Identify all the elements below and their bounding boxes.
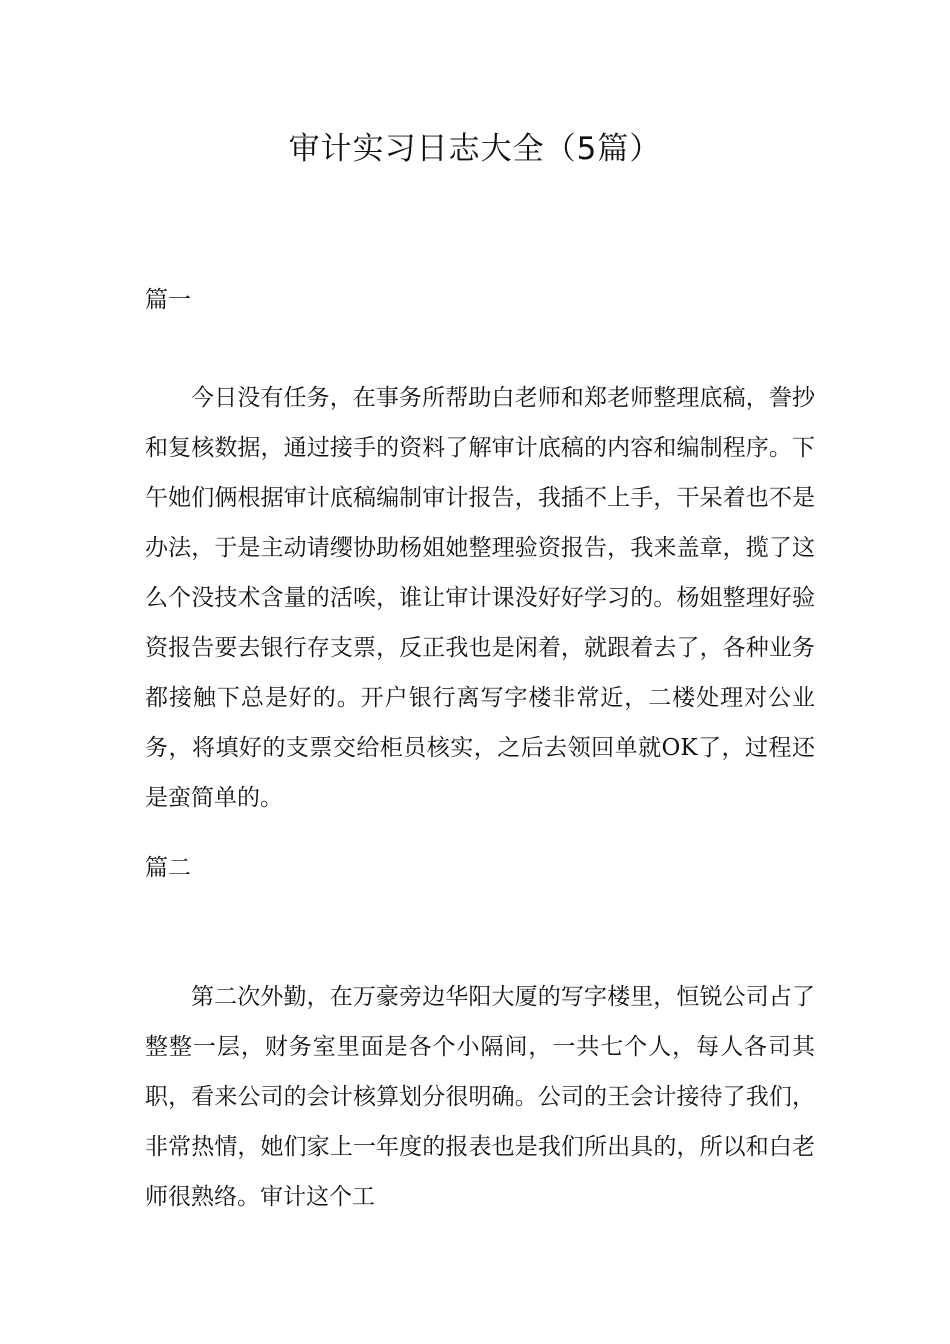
section-body-2: 第二次外勤，在万豪旁边华阳大厦的写字楼里，恒锐公司占了整整一层，财务室里面是各个小隔间，一共七个人，每人各司其职，看来公司的会计核算划分很明确。公司的王会计接待了我们，非常热情，她们家上一年度的报表也是我们所出具的，所以和白老师很熟络。审计这个工 <box>145 984 815 1210</box>
section-heading-1: 篇一 <box>145 287 191 313</box>
section-body-1: 今日没有任务，在事务所帮助白老师和郑老师整理底稿，誊抄和复核数据，通过接手的资料了解审计底稿的内容和编制程序。下午她们俩根据审计底稿编制审计报告，我插不上手，干呆着也不是办法，于是主动请缨协助杨姐她整理验资报告，我来盖章，揽了这么个没技术含量的活唉，谁让审计课没好好学习的。杨姐整理好验资报告要去银行存支票，反正我也是闲着，就跟着去了，各种业务都接触下总是好的。开户银行离写字楼非常近，二楼处理对公业务，将填好的支票交给柜员核实，之后去领回单就OK了，过程还是蛮简单的。 <box>145 385 815 811</box>
document-title: 审计实习日志大全（5篇） <box>288 131 662 167</box>
section-heading-2: 篇二 <box>145 855 191 881</box>
